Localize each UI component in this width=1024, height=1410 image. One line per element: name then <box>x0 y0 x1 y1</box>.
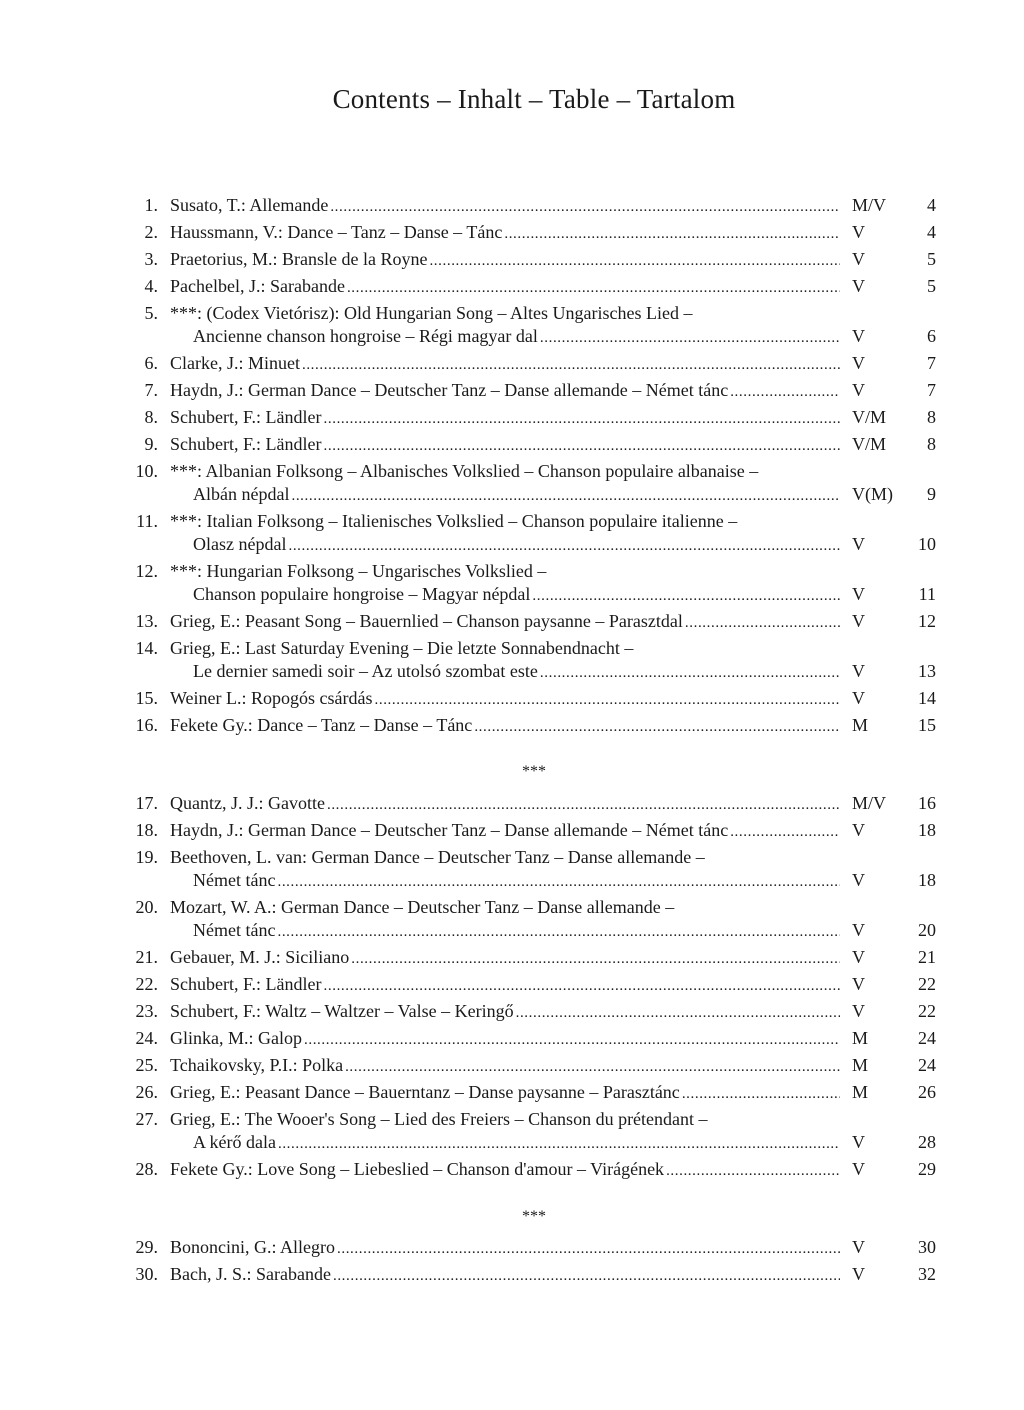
entry-title <box>170 351 840 376</box>
entry-title <box>170 713 840 738</box>
entry-page-number: 21 <box>918 947 936 967</box>
entry-number: 16. <box>135 715 158 735</box>
entry-voicing: M <box>852 1082 869 1102</box>
entry-voicing: V <box>852 1159 865 1179</box>
toc-entry[interactable] <box>0 274 1024 301</box>
entry-title-line2: Ancienne chanson hongroise – Régi magyar dal <box>193 326 538 346</box>
entry-number: 18. <box>135 820 158 840</box>
entry-number: 3. <box>144 249 158 269</box>
toc-entry[interactable] <box>0 405 1024 432</box>
toc-entry[interactable] <box>0 432 1024 459</box>
toc-entry[interactable] <box>0 609 1024 636</box>
entry-number: 22. <box>135 974 158 994</box>
entry-voicing: V <box>852 534 865 554</box>
entry-title-text: Susato, T.: Allemande <box>170 195 329 215</box>
entry-number: 27. <box>135 1109 158 1129</box>
entry-title-text: Schubert, F.: Waltz – Waltzer – Valse – Keringő <box>170 1001 514 1021</box>
entry-page-number: 5 <box>927 249 936 269</box>
dot-leader <box>345 1053 840 1078</box>
entry-number: 28. <box>135 1159 158 1179</box>
dot-leader <box>278 1130 840 1155</box>
entry-page-number: 6 <box>927 326 936 346</box>
dot-leader <box>375 686 841 711</box>
entry-page-number: 22 <box>918 1001 936 1021</box>
entry-page-number: 11 <box>918 584 936 604</box>
entry-page-number: 29 <box>918 1159 936 1179</box>
toc-entry[interactable] <box>0 509 1024 559</box>
toc-entry[interactable] <box>0 559 1024 609</box>
entry-title-text: Glinka, M.: Galop <box>170 1028 302 1048</box>
entry-voicing: V <box>852 947 865 967</box>
entry-page-number: 8 <box>927 407 936 427</box>
entry-title-text: Schubert, F.: Ländler <box>170 434 322 454</box>
dot-leader <box>333 1262 840 1287</box>
entry-title <box>170 1235 840 1260</box>
entry-number: 11. <box>136 511 158 531</box>
entry-title <box>170 791 840 816</box>
entry-page-number: 16 <box>918 793 936 813</box>
entry-number: 10. <box>135 461 158 481</box>
toc-entry[interactable] <box>0 945 1024 972</box>
entry-title-line2: Le dernier samedi soir – Az utolsó szombat este <box>193 661 538 681</box>
entry-title: Beethoven, L. van: German Dance – Deutscher Tanz – Danse allemande – <box>170 847 705 867</box>
toc-entry[interactable] <box>0 791 1024 818</box>
entry-title <box>170 818 840 843</box>
dot-leader <box>347 274 840 299</box>
entry-title-text: Schubert, F.: Ländler <box>170 407 322 427</box>
entry-title-text: Bononcini, G.: Allegro <box>170 1237 335 1257</box>
entry-page-number: 22 <box>918 974 936 994</box>
section-separator: *** <box>522 763 546 780</box>
entry-title: ***: Albanian Folksong – Albanisches Volkslied – Chanson populaire albanaise – <box>170 461 759 481</box>
dot-leader <box>324 432 840 457</box>
entry-number: 17. <box>135 793 158 813</box>
entry-voicing: M/V <box>852 195 887 215</box>
entry-page-number: 20 <box>918 920 936 940</box>
entry-voicing: V <box>852 222 865 242</box>
entry-page-number: 12 <box>918 611 936 631</box>
entry-page-number: 32 <box>918 1264 936 1284</box>
entry-voicing: V <box>852 380 865 400</box>
entry-voicing: V <box>852 326 865 346</box>
dot-leader <box>666 1157 840 1182</box>
toc-entry[interactable] <box>0 193 1024 220</box>
entry-title-text: Weiner L.: Ropogós csárdás <box>170 688 373 708</box>
entry-title <box>170 1026 840 1051</box>
toc-entry[interactable] <box>0 247 1024 274</box>
dot-leader <box>277 868 840 893</box>
entry-title <box>170 945 840 970</box>
entry-title <box>170 220 840 245</box>
toc-entry[interactable] <box>0 301 1024 351</box>
entry-number: 2. <box>144 222 158 242</box>
entry-title-text: Fekete Gy.: Love Song – Liebeslied – Chanson d'amour – Virágének <box>170 1159 665 1179</box>
dot-leader <box>324 405 840 430</box>
entry-voicing: M <box>852 715 869 735</box>
entry-title-text: Schubert, F.: Ländler <box>170 974 322 994</box>
toc-entry[interactable] <box>0 636 1024 686</box>
toc-entry[interactable] <box>0 351 1024 378</box>
toc-entry[interactable] <box>0 459 1024 509</box>
entry-number: 25. <box>135 1055 158 1075</box>
entry-page-number: 10 <box>918 534 936 554</box>
entry-title-text: Tchaikovsky, P.I.: Polka <box>170 1055 344 1075</box>
entry-page-number: 18 <box>918 820 936 840</box>
entry-title <box>170 999 840 1024</box>
dot-leader <box>330 193 840 218</box>
entry-title-line2: Chanson populaire hongroise – Magyar népdal <box>193 584 531 604</box>
entry-title-continued <box>193 482 840 507</box>
entry-page-number: 24 <box>918 1055 936 1075</box>
dot-leader <box>304 1026 840 1051</box>
entry-title: ***: (Codex Vietórisz): Old Hungarian Song – Altes Ungarisches Lied – <box>170 303 693 323</box>
entry-title <box>170 1053 840 1078</box>
entry-page-number: 26 <box>918 1082 936 1102</box>
dot-leader <box>532 582 840 607</box>
entry-page-number: 9 <box>927 484 936 504</box>
entry-page-number: 15 <box>918 715 936 735</box>
entry-voicing: V <box>852 870 865 890</box>
entry-page-number: 7 <box>927 353 936 373</box>
entry-page-number: 4 <box>927 195 936 215</box>
entry-title <box>170 609 840 634</box>
toc-entry[interactable] <box>0 1262 1024 1289</box>
entry-page-number: 30 <box>918 1237 936 1257</box>
entry-voicing: M/V <box>852 793 887 813</box>
entry-title-text: Quantz, J. J.: Gavotte <box>170 793 325 813</box>
entry-title: Grieg, E.: Last Saturday Evening – Die letzte Sonnabendnacht – <box>170 638 634 658</box>
entry-title-continued <box>193 1130 840 1155</box>
entry-voicing: V <box>852 974 865 994</box>
entry-page-number: 24 <box>918 1028 936 1048</box>
entry-voicing: M <box>852 1028 869 1048</box>
toc-entry[interactable] <box>0 1235 1024 1262</box>
entry-number: 9. <box>144 434 158 454</box>
entry-number: 5. <box>144 303 158 323</box>
entry-number: 26. <box>135 1082 158 1102</box>
entry-title-line2: Albán népdal <box>193 484 290 504</box>
dot-leader <box>327 791 840 816</box>
entry-title <box>170 405 840 430</box>
toc-entry[interactable] <box>0 378 1024 405</box>
page-title: Contents – Inhalt – Table – Tartalom <box>332 84 736 114</box>
entry-title-line2: Német tánc <box>193 870 276 890</box>
entry-title: ***: Italian Folksong – Italienisches Volkslied – Chanson populaire italienne – <box>170 511 738 531</box>
toc-entry[interactable] <box>0 686 1024 713</box>
entry-title-line2: A kérő dala <box>193 1132 276 1152</box>
entry-title <box>170 1262 840 1287</box>
entry-title <box>170 274 840 299</box>
entry-voicing: M <box>852 1055 869 1075</box>
entry-number: 19. <box>135 847 158 867</box>
entry-title-continued <box>193 582 840 607</box>
entry-voicing: V(M) <box>852 484 893 504</box>
entry-page-number: 18 <box>918 870 936 890</box>
entry-title-text: Fekete Gy.: Dance – Tanz – Danse – Tánc <box>170 715 473 735</box>
entry-page-number: 4 <box>927 222 936 242</box>
entry-title <box>170 1157 840 1182</box>
entry-number: 23. <box>135 1001 158 1021</box>
entry-page-number: 7 <box>927 380 936 400</box>
toc-entry[interactable] <box>0 845 1024 895</box>
dot-leader <box>504 220 840 245</box>
entry-number: 30. <box>135 1264 158 1284</box>
entry-title <box>170 432 840 457</box>
toc-entry[interactable] <box>0 1107 1024 1157</box>
dot-leader <box>540 324 840 349</box>
entry-title <box>170 193 840 218</box>
dot-leader <box>288 532 840 557</box>
dot-leader <box>474 713 840 738</box>
dot-leader <box>351 945 840 970</box>
dot-leader <box>516 999 840 1024</box>
dot-leader <box>730 378 840 403</box>
entry-title-text: Praetorius, M.: Bransle de la Royne <box>170 249 428 269</box>
entry-number: 6. <box>144 353 158 373</box>
entry-voicing: V/M <box>852 407 887 427</box>
dot-leader <box>429 247 840 272</box>
entry-number: 29. <box>135 1237 158 1257</box>
entry-page-number: 13 <box>918 661 936 681</box>
entry-voicing: V <box>852 1132 865 1152</box>
toc-entry[interactable] <box>0 1080 1024 1107</box>
entry-title-text: Pachelbel, J.: Sarabande <box>170 276 345 296</box>
entry-number: 24. <box>135 1028 158 1048</box>
toc-entry[interactable] <box>0 999 1024 1026</box>
entry-number: 14. <box>135 638 158 658</box>
toc-entry[interactable] <box>0 713 1024 740</box>
entry-page-number: 14 <box>918 688 936 708</box>
dot-leader <box>291 482 840 507</box>
dot-leader <box>682 1080 840 1105</box>
entry-number: 20. <box>135 897 158 917</box>
entry-voicing: V <box>852 920 865 940</box>
entry-voicing: V <box>852 688 865 708</box>
toc-entry[interactable] <box>0 1053 1024 1080</box>
toc-entry[interactable] <box>0 1026 1024 1053</box>
entry-title-continued <box>193 659 840 684</box>
entry-voicing: V <box>852 1264 865 1284</box>
entry-page-number: 5 <box>927 276 936 296</box>
entry-number: 12. <box>135 561 158 581</box>
entry-title-text: Haydn, J.: German Dance – Deutscher Tanz – Danse allemande – Német tánc <box>170 380 729 400</box>
dot-leader <box>685 609 840 634</box>
entry-title-text: Haydn, J.: German Dance – Deutscher Tanz – Danse allemande – Német tánc <box>170 820 729 840</box>
entry-voicing: V <box>852 820 865 840</box>
entry-title-text: Grieg, E.: Peasant Dance – Bauerntanz – Danse paysanne – Parasztánc <box>170 1082 680 1102</box>
entry-voicing: V <box>852 1237 865 1257</box>
entry-title-text: Clarke, J.: Minuet <box>170 353 300 373</box>
toc-entry[interactable] <box>0 1157 1024 1184</box>
entry-page-number: 28 <box>918 1132 936 1152</box>
toc-entry[interactable] <box>0 895 1024 945</box>
entry-title: Grieg, E.: The Wooer's Song – Lied des Freiers – Chanson du prétendant – <box>170 1109 708 1129</box>
dot-leader <box>730 818 840 843</box>
entry-page-number: 8 <box>927 434 936 454</box>
entry-title <box>170 686 840 711</box>
entry-title-text: Bach, J. S.: Sarabande <box>170 1264 331 1284</box>
entry-voicing: V/M <box>852 434 887 454</box>
entry-voicing: V <box>852 276 865 296</box>
entry-number: 4. <box>144 276 158 296</box>
entry-title-continued <box>193 918 840 943</box>
entry-number: 21. <box>135 947 158 967</box>
entry-voicing: V <box>852 611 865 631</box>
entry-title-text: Haussmann, V.: Dance – Tanz – Danse – Tánc <box>170 222 503 242</box>
entry-title-line2: Olasz népdal <box>193 534 287 554</box>
entry-number: 1. <box>144 195 158 215</box>
section-separator: *** <box>522 1208 546 1225</box>
toc-entry[interactable] <box>0 220 1024 247</box>
entry-title-continued <box>193 868 840 893</box>
dot-leader <box>540 659 840 684</box>
entry-title-continued <box>193 324 840 349</box>
entry-voicing: V <box>852 1001 865 1021</box>
entry-title <box>170 972 840 997</box>
dot-leader <box>337 1235 840 1260</box>
entry-title <box>170 247 840 272</box>
entry-title-text: Gebauer, M. J.: Siciliano <box>170 947 350 967</box>
entry-title-line2: Német tánc <box>193 920 276 940</box>
dot-leader <box>302 351 840 376</box>
entry-title-continued <box>193 532 840 557</box>
entry-title: Mozart, W. A.: German Dance – Deutscher Tanz – Danse allemande – <box>170 897 675 917</box>
toc-entry[interactable] <box>0 818 1024 845</box>
entry-number: 8. <box>144 407 158 427</box>
entry-number: 15. <box>135 688 158 708</box>
entry-voicing: V <box>852 661 865 681</box>
dot-leader <box>324 972 840 997</box>
entry-number: 13. <box>135 611 158 631</box>
entry-voicing: V <box>852 249 865 269</box>
entry-title-text: Grieg, E.: Peasant Song – Bauernlied – Chanson paysanne – Parasztdal <box>170 611 683 631</box>
dot-leader <box>277 918 840 943</box>
entry-voicing: V <box>852 584 865 604</box>
toc-entry[interactable] <box>0 972 1024 999</box>
entry-voicing: V <box>852 353 865 373</box>
entry-number: 7. <box>144 380 158 400</box>
entry-title <box>170 1080 840 1105</box>
entry-title: ***: Hungarian Folksong – Ungarisches Volkslied – <box>170 561 547 581</box>
entry-title <box>170 378 840 403</box>
